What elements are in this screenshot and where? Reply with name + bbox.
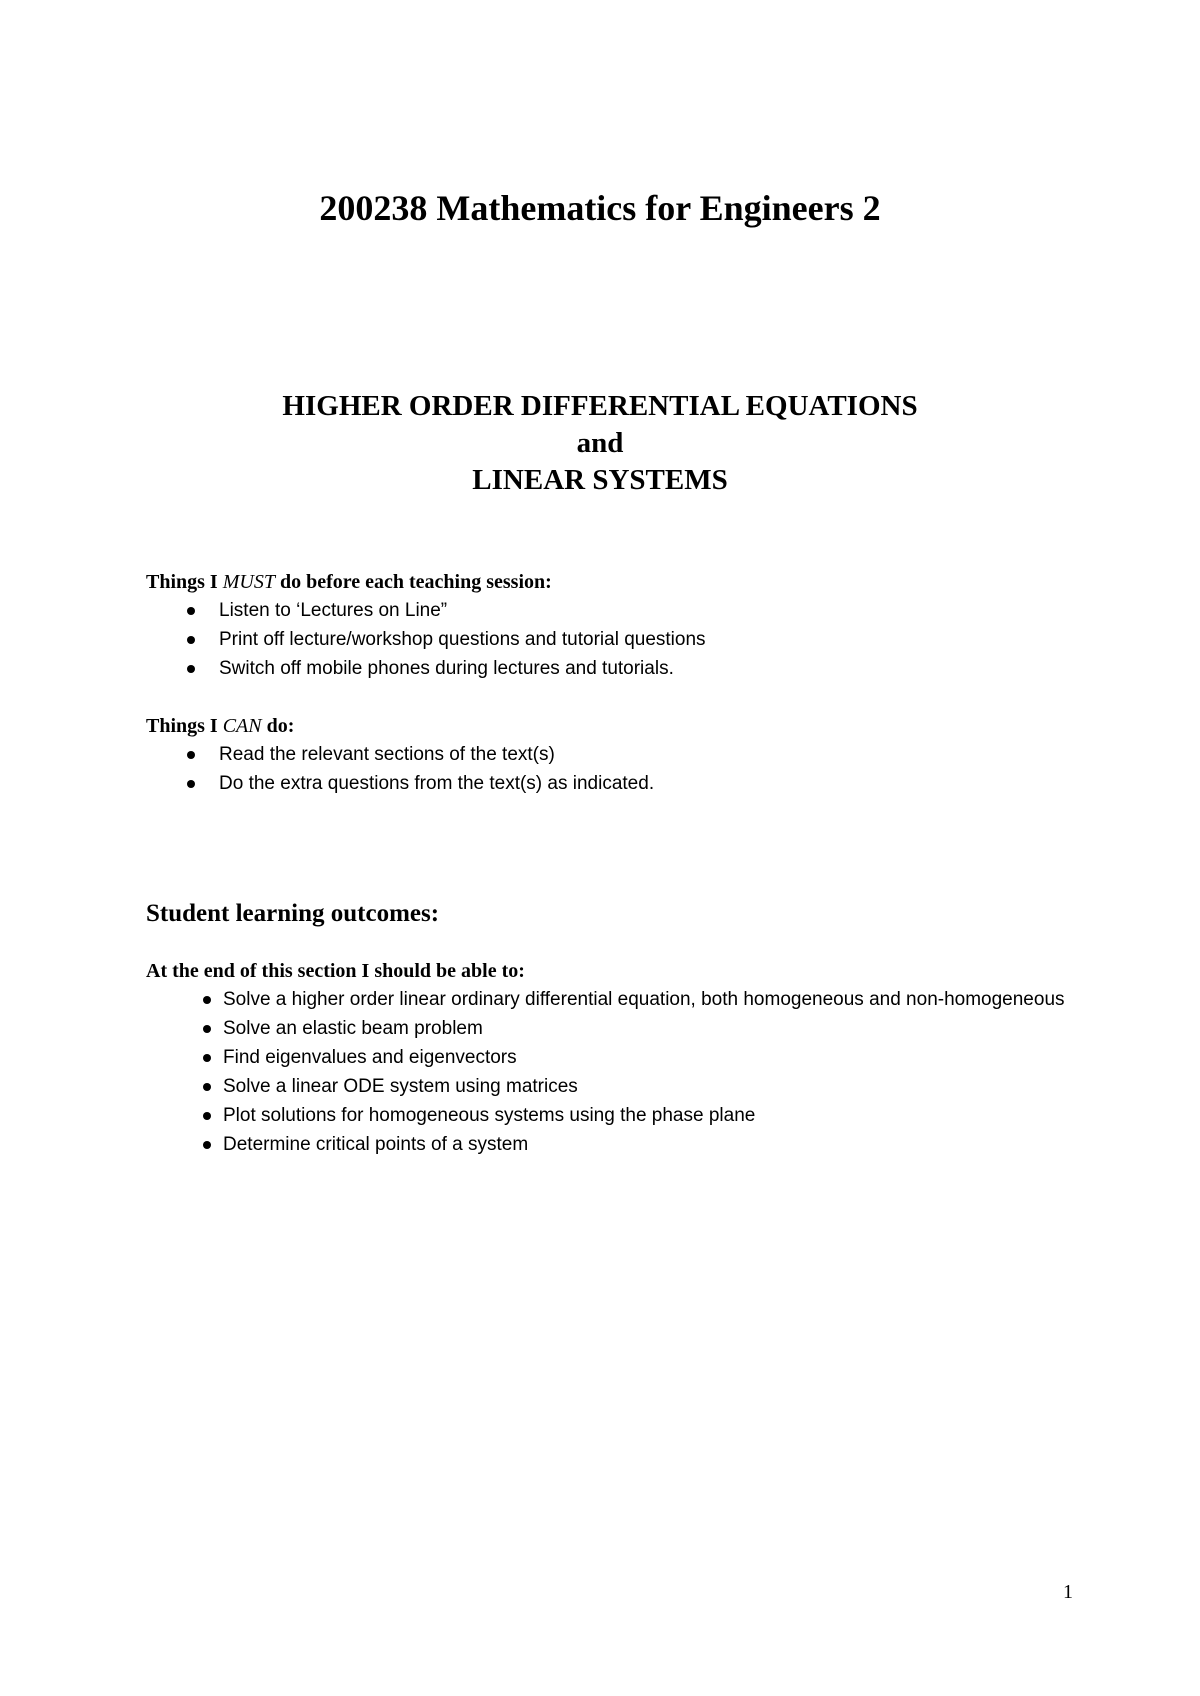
bullet-icon xyxy=(187,665,195,673)
bullet-icon xyxy=(187,636,195,644)
bullet-icon xyxy=(187,780,195,788)
list-item: Determine critical points of a system xyxy=(146,1130,1083,1159)
can-emphasis: CAN xyxy=(222,715,262,737)
bullet-icon xyxy=(203,1054,211,1062)
bullet-icon xyxy=(203,1112,211,1120)
can-block-label: Things I CAN do: xyxy=(146,715,295,737)
list-item: Listen to ‘Lectures on Line” xyxy=(146,596,1086,625)
section-heading-line3: LINEAR SYSTEMS xyxy=(472,464,728,496)
outcomes-list xyxy=(146,985,1086,1159)
can-list xyxy=(146,740,1086,798)
outcomes-block xyxy=(146,957,1086,1159)
must-block xyxy=(146,568,1086,683)
list-item: Switch off mobile phones during lectures and tutorials. xyxy=(146,654,1086,683)
can-block xyxy=(146,712,1086,798)
list-item: Do the extra questions from the text(s) as indicated. xyxy=(146,769,1086,798)
bullet-icon xyxy=(203,1141,211,1149)
outcomes-title: Student learning outcomes: xyxy=(146,900,440,927)
must-emphasis: MUST xyxy=(222,571,275,593)
course-title: 200238 Mathematics for Engineers 2 xyxy=(319,188,881,228)
list-item: Plot solutions for homogeneous systems using the phase plane xyxy=(146,1101,1083,1130)
bullet-icon xyxy=(187,751,195,759)
bullet-icon xyxy=(187,607,195,615)
bullet-icon xyxy=(203,996,211,1004)
must-list xyxy=(146,596,1086,683)
outcomes-intro: At the end of this section I should be able to: xyxy=(146,960,525,982)
list-item: Find eigenvalues and eigenvectors xyxy=(146,1043,1083,1072)
list-item: Solve a linear ODE system using matrices xyxy=(146,1072,1083,1101)
section-heading xyxy=(0,388,1200,499)
bullet-icon xyxy=(203,1083,211,1091)
must-block-label: Things I MUST do before each teaching session: xyxy=(146,571,552,593)
list-item: Solve an elastic beam problem xyxy=(146,1014,1083,1043)
section-heading-line2: and xyxy=(576,427,624,459)
list-item: Solve a higher order linear ordinary differential equation, both homogeneous and non-homogeneous xyxy=(146,985,1083,1014)
bullet-icon xyxy=(203,1025,211,1033)
list-item: Read the relevant sections of the text(s) xyxy=(146,740,1086,769)
list-item: Print off lecture/workshop questions and tutorial questions xyxy=(146,625,1086,654)
section-heading-line1: HIGHER ORDER DIFFERENTIAL EQUATIONS xyxy=(282,390,918,422)
page-number: 1 xyxy=(1063,1581,1073,1603)
